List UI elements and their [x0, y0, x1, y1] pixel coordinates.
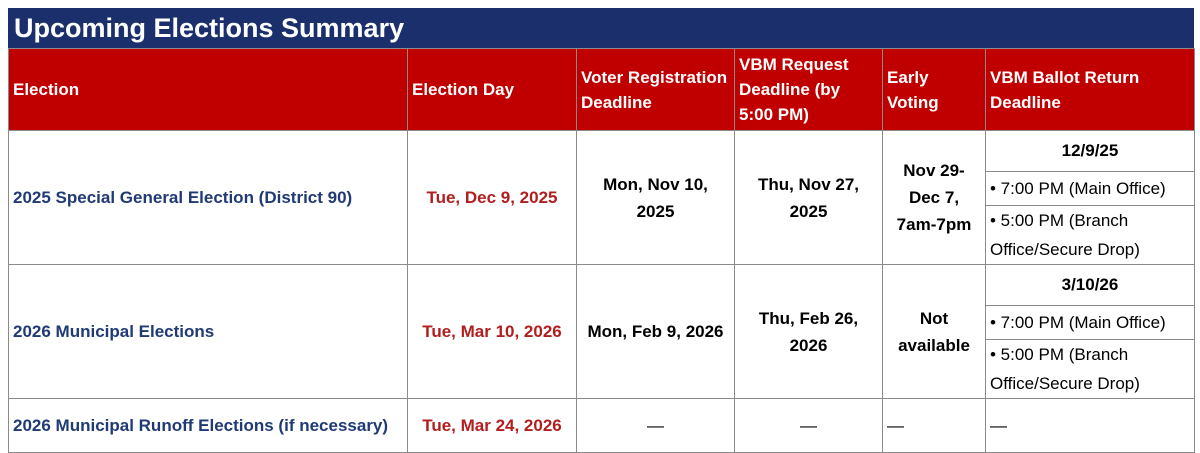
- vbm-return-deadline: —: [986, 399, 1195, 453]
- header-vbm-request: VBM Request Deadline (by 5:00 PM): [735, 49, 883, 131]
- vbm-request-deadline: —: [735, 399, 883, 453]
- vbm-return-deadline: [986, 131, 1195, 265]
- vbm-request-deadline: Thu, Feb 26, 2026: [735, 265, 883, 399]
- elections-summary: [8, 8, 1194, 453]
- header-voter-registration: Voter Registration Deadline: [577, 49, 735, 131]
- return-date: 3/10/26: [986, 265, 1194, 306]
- election-day: Tue, Mar 10, 2026: [408, 265, 577, 399]
- voter-registration-deadline: Mon, Feb 9, 2026: [577, 265, 735, 399]
- page-title: Upcoming Elections Summary: [8, 8, 1194, 48]
- early-voting: Not available: [883, 265, 986, 399]
- early-voting: Nov 29-Dec 7, 7am-7pm: [883, 131, 986, 265]
- return-date: 12/9/25: [986, 131, 1194, 172]
- header-election: Election: [9, 49, 408, 131]
- vbm-return-deadline: [986, 265, 1195, 399]
- elections-table: [8, 48, 1195, 453]
- election-day: Tue, Dec 9, 2025: [408, 131, 577, 265]
- header-election-day: Election Day: [408, 49, 577, 131]
- return-main-office: • 7:00 PM (Main Office): [986, 306, 1194, 340]
- header-row: [9, 49, 1195, 131]
- table-row: [9, 399, 1195, 453]
- voter-registration-deadline: —: [577, 399, 735, 453]
- return-branch-office: • 5:00 PM (Branch Office/Secure Drop): [990, 211, 1140, 259]
- table-row: [9, 131, 1195, 265]
- header-vbm-return: VBM Ballot Return Deadline: [986, 49, 1195, 131]
- return-branch-office: • 5:00 PM (Branch Office/Secure Drop): [990, 345, 1140, 393]
- vbm-request-deadline: Thu, Nov 27, 2025: [735, 131, 883, 265]
- table-row: [9, 265, 1195, 399]
- return-main-office: • 7:00 PM (Main Office): [986, 172, 1194, 206]
- early-voting: —: [883, 399, 986, 453]
- header-early-voting: Early Voting: [883, 49, 986, 131]
- election-name: 2026 Municipal Runoff Elections (if necessary): [9, 399, 408, 453]
- election-day: Tue, Mar 24, 2026: [408, 399, 577, 453]
- election-name: 2025 Special General Election (District 90): [9, 131, 408, 265]
- voter-registration-deadline: Mon, Nov 10, 2025: [577, 131, 735, 265]
- election-name: 2026 Municipal Elections: [9, 265, 408, 399]
